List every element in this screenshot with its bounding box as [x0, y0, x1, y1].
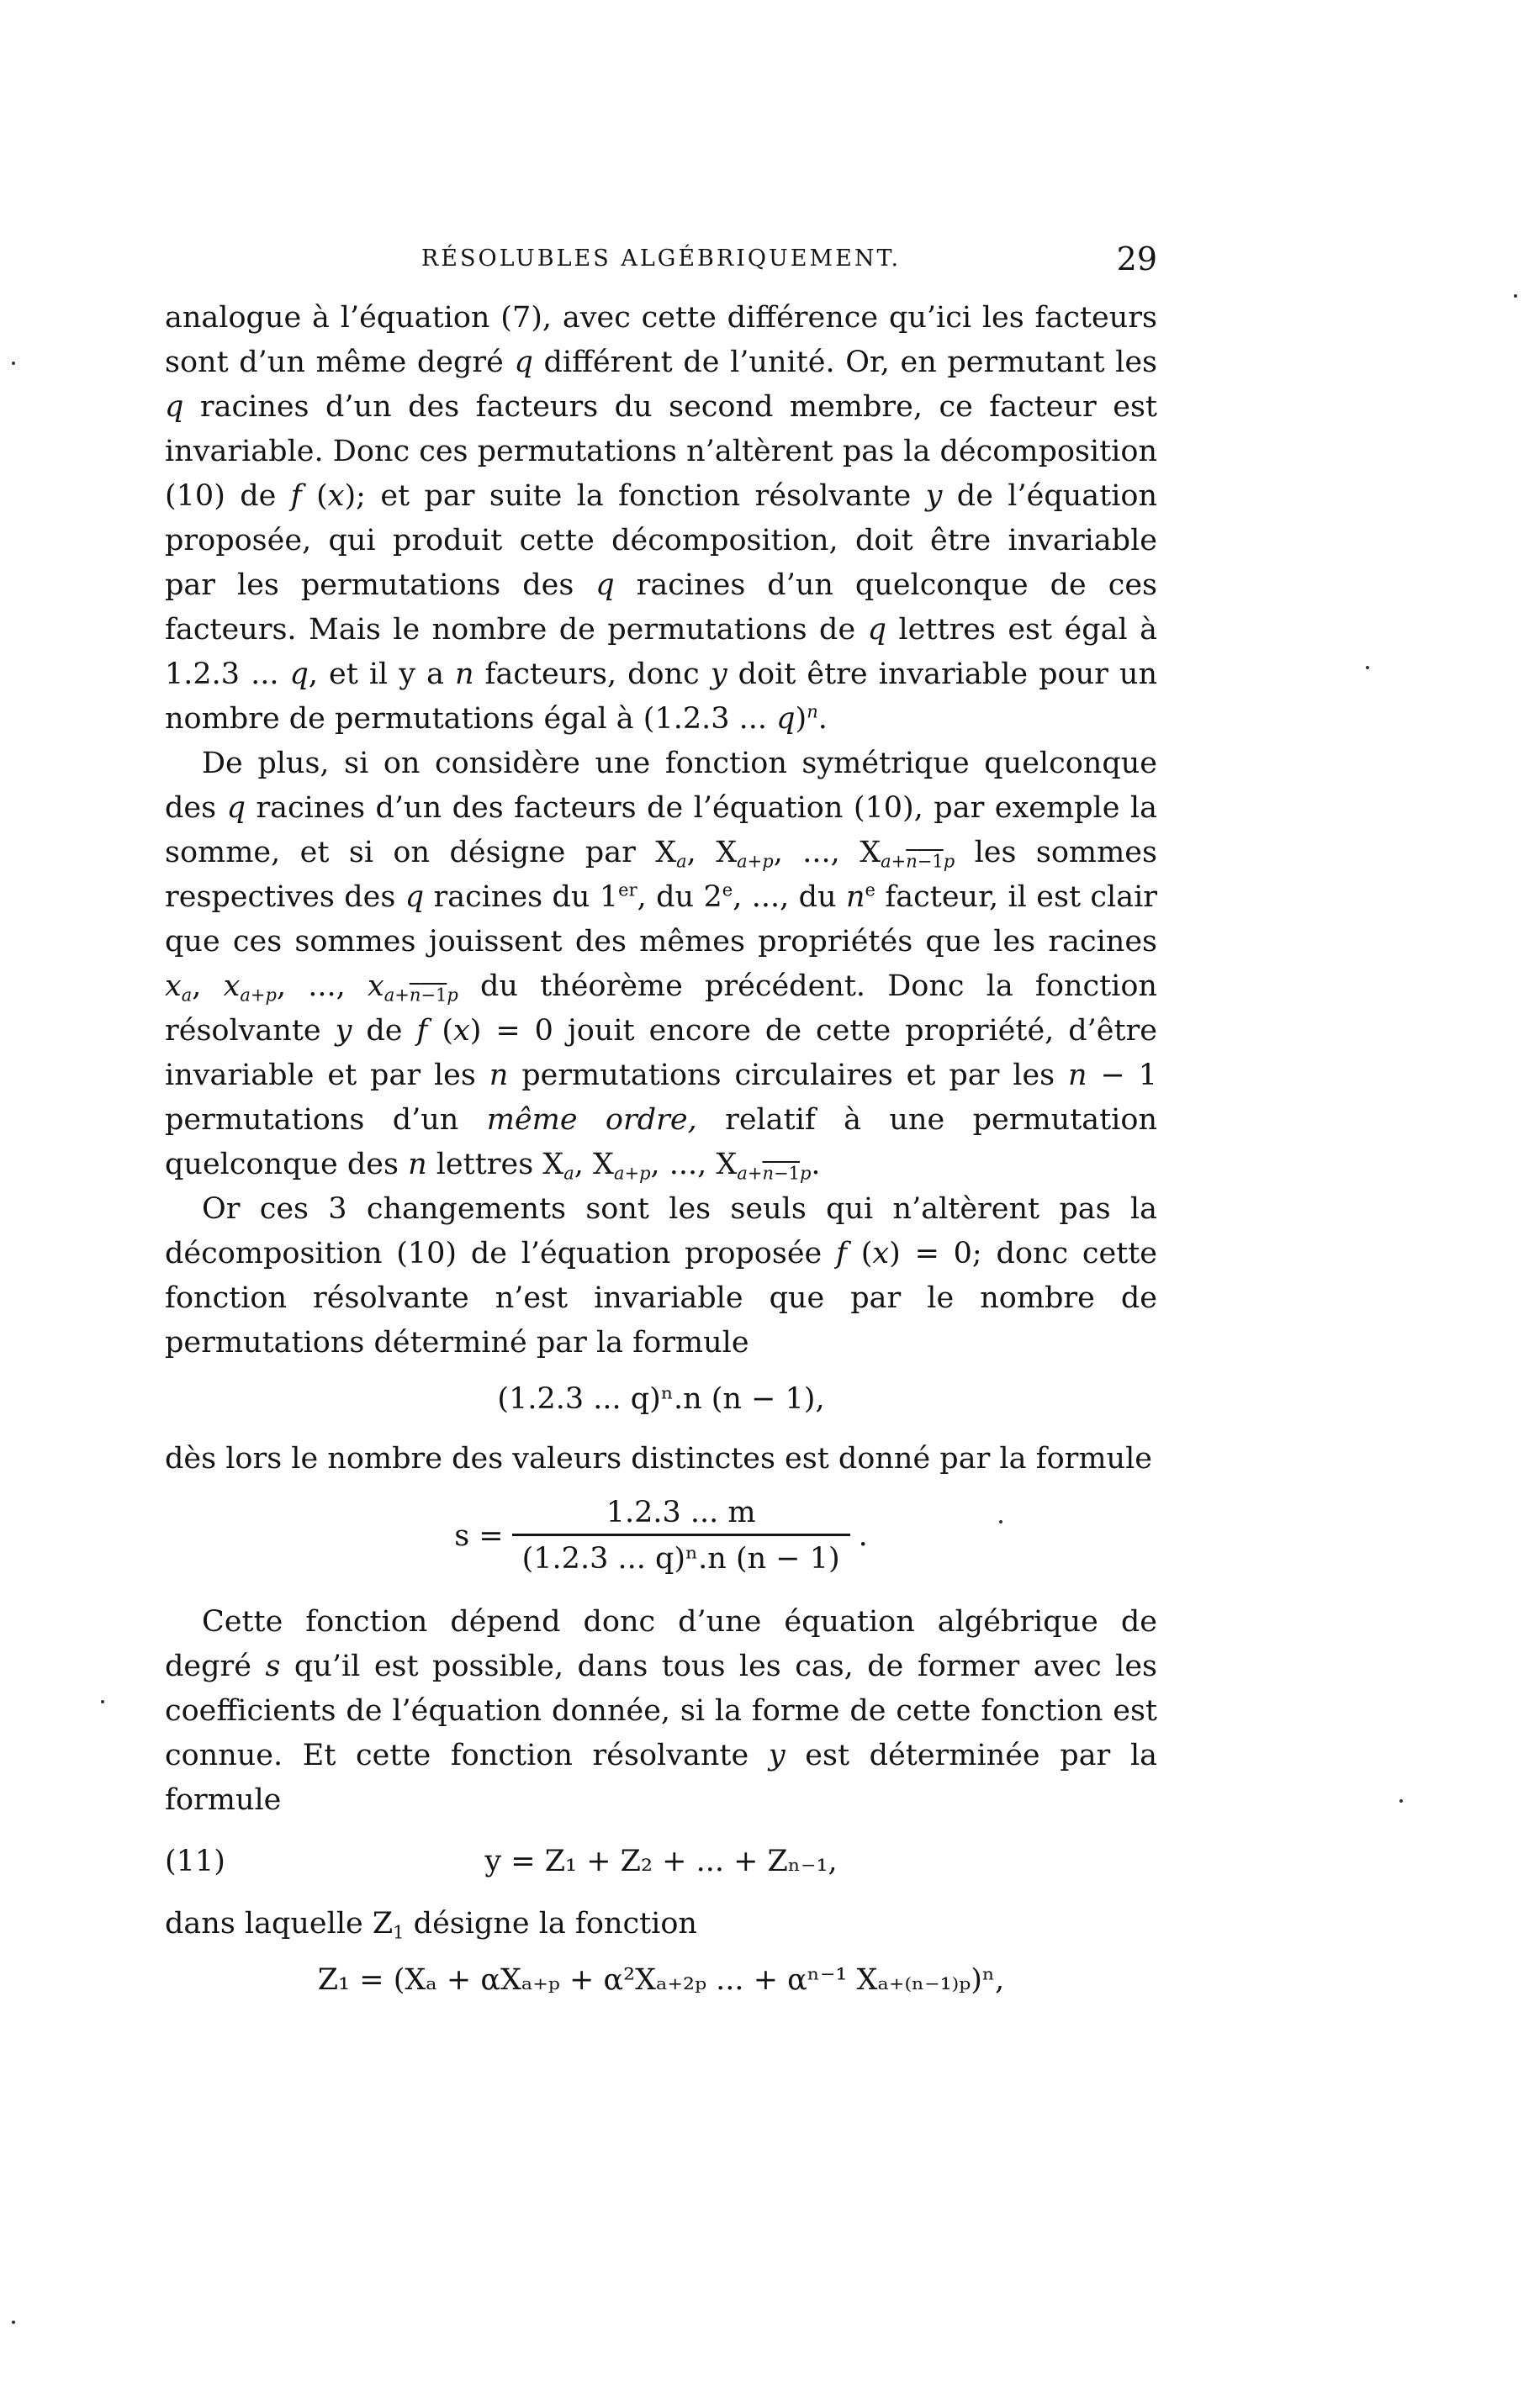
fraction	[512, 1492, 850, 1582]
equation-number: (11)	[165, 1845, 225, 1878]
equation-11	[165, 1840, 1157, 1890]
page-header	[165, 240, 1157, 288]
equation-s-lhs: s =	[454, 1519, 504, 1553]
paragraph-1: analogue à l’équation (7), avec cette différence qu’ici les facteurs sont d’un même degré q différent de l’unité. Or, en permutant les q racines d’un des facteurs du second membre, ce facteur est invariable. Donc ces permutations n’altèrent pas la décomposition (10) de f (x); et par suite la fonction résolvante y de l’équation proposée, qui produit cette décomposition, doit être invariable par les permutations des q racines d’un quelconque de ces facteurs. Mais le nombre de permutations de q lettres est égal à 1.2.3 ... q, et il y a n facteurs, donc y doit être invariable pour un nombre de permutations égal à (1.2.3 ... q)$^n$.	[165, 301, 1158, 736]
scan-speck	[1399, 1799, 1403, 1803]
paragraph-4: dès lors le nombre des valeurs distinctes est donné par la formule	[165, 1442, 1153, 1476]
scan-speck	[12, 2321, 15, 2324]
scan-speck	[1514, 294, 1517, 298]
running-head: RÉSOLUBLES ALGÉBRIQUEMENT.	[421, 246, 902, 272]
fraction-numerator: 1.2.3 ... m	[606, 1496, 756, 1529]
equation-11-body: y = Z₁ + Z₂ + ... + Zₙ₋₁,	[484, 1845, 838, 1878]
scan-speck	[1366, 666, 1369, 669]
paragraph-5: Cette fonction dépend donc d’une équation algébrique de degré s qu’il est possible, dans tous les cas, de former avec les coefficients de l’équation donnée, si la forme de cette fonction est connue. Et cette fonction résolvante y est déterminée par la formule	[165, 1605, 1158, 1817]
scan-speck	[999, 1520, 1002, 1523]
equation-s-end: .	[858, 1519, 868, 1553]
paragraph-2: De plus, si on considère une fonction symétrique quelconque des q racines d’un des facteurs de l’équation (10), par exemple la somme, et si on désigne par $X_a$, $X_{a+p}$, ..., $X_{a+n-1p}$ les sommes respectives des q racines du 1er, du 2e, ..., du $n^e$ facteur, il est clair que ces sommes jouissent des mêmes propriétés que les racines $x_a$, $x_{a+p}$, ..., $x_{a+n-1p}$ du théorème précédent. Donc la fonction résolvante y de f (x) = 0 jouit encore de cette propriété, d’être invariable et par les n permutations circulaires et par les n − 1 permutations d’un même ordre, relatif à une permutation quelconque des n lettres $X_a$, $X_{a+p}$, ..., $X_{a+n-1p}$.	[165, 747, 1157, 1184]
paragraph-3: Or ces 3 changements sont les seuls qui n’altèrent pas la décomposition (10) de l’équation proposée f (x) = 0; donc cette fonction résolvante n’est invariable que par le nombre de permutations déterminé par la formule	[165, 1192, 1157, 1360]
equation-s	[165, 1492, 1157, 1582]
scan-speck	[101, 1700, 104, 1703]
equation-z1: Z₁ = (Xₐ + αXₐ₊ₚ + α²Xₐ₊₂ₚ ... + αⁿ⁻¹ Xₐ₊₍ₙ₋₁₎ₚ)ⁿ,	[317, 1963, 1005, 1997]
page-number: 29	[1116, 240, 1157, 277]
scan-speck	[12, 362, 15, 365]
paragraph-6: dans laquelle $Z_1$ désigne la fonction	[165, 1907, 697, 1943]
fraction-denominator: (1.2.3 ... q)ⁿ.n (n − 1)	[512, 1534, 850, 1582]
page-body	[165, 296, 1157, 2018]
equation-permutation-count: (1.2.3 ... q)ⁿ.n (n − 1),	[497, 1382, 825, 1416]
